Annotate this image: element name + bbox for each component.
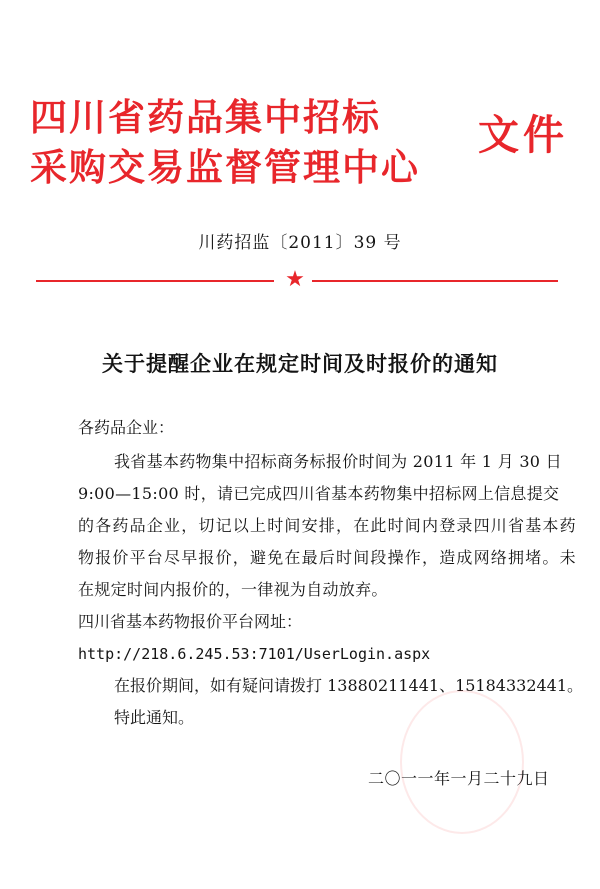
- contact-phone: 在报价期间，如有疑问请拨打 13880211441、15184332441。: [114, 676, 584, 695]
- issue-date: 二〇一一年一月二十九日: [368, 769, 550, 788]
- issuing-organization: [30, 92, 470, 192]
- organization-name-line-1: 四川省药品集中招标: [30, 95, 381, 139]
- platform-url: http://218.6.245.53:7101/UserLogin.aspx: [78, 645, 431, 663]
- paragraph-line-2: 9:00—15:00 时，请已完成四川省基本药物集中招标网上信息提交: [78, 484, 560, 503]
- red-divider-left: [36, 280, 274, 282]
- paragraph-line-5: 在规定时间内报价的，一律视为自动放弃。: [78, 580, 388, 599]
- paragraph-line-1: 我省基本药物集中招标商务标报价时间为 2011 年 1 月 30 日: [114, 452, 562, 471]
- official-seal: [400, 690, 524, 834]
- document-number: 川药招监〔2011〕39 号: [198, 233, 402, 253]
- star-icon: ★: [285, 267, 305, 292]
- document-type-label: 文件: [478, 111, 568, 159]
- salutation: 各药品企业：: [78, 418, 175, 437]
- notice-title: 关于提醒企业在规定时间及时报价的通知: [102, 351, 498, 376]
- organization-name-line-2: 采购交易监督管理中心: [30, 145, 420, 189]
- platform-url-label: 四川省基本药物报价平台网址：: [78, 612, 303, 631]
- closing-remark: 特此通知。: [114, 708, 195, 727]
- red-divider-right: [312, 280, 558, 282]
- paragraph-line-3: 的各药品企业，切记以上时间安排，在此时间内登录四川省基本药: [78, 516, 577, 535]
- paragraph-line-4: 物报价平台尽早报价，避免在最后时间段操作，造成网络拥堵。未: [78, 548, 577, 567]
